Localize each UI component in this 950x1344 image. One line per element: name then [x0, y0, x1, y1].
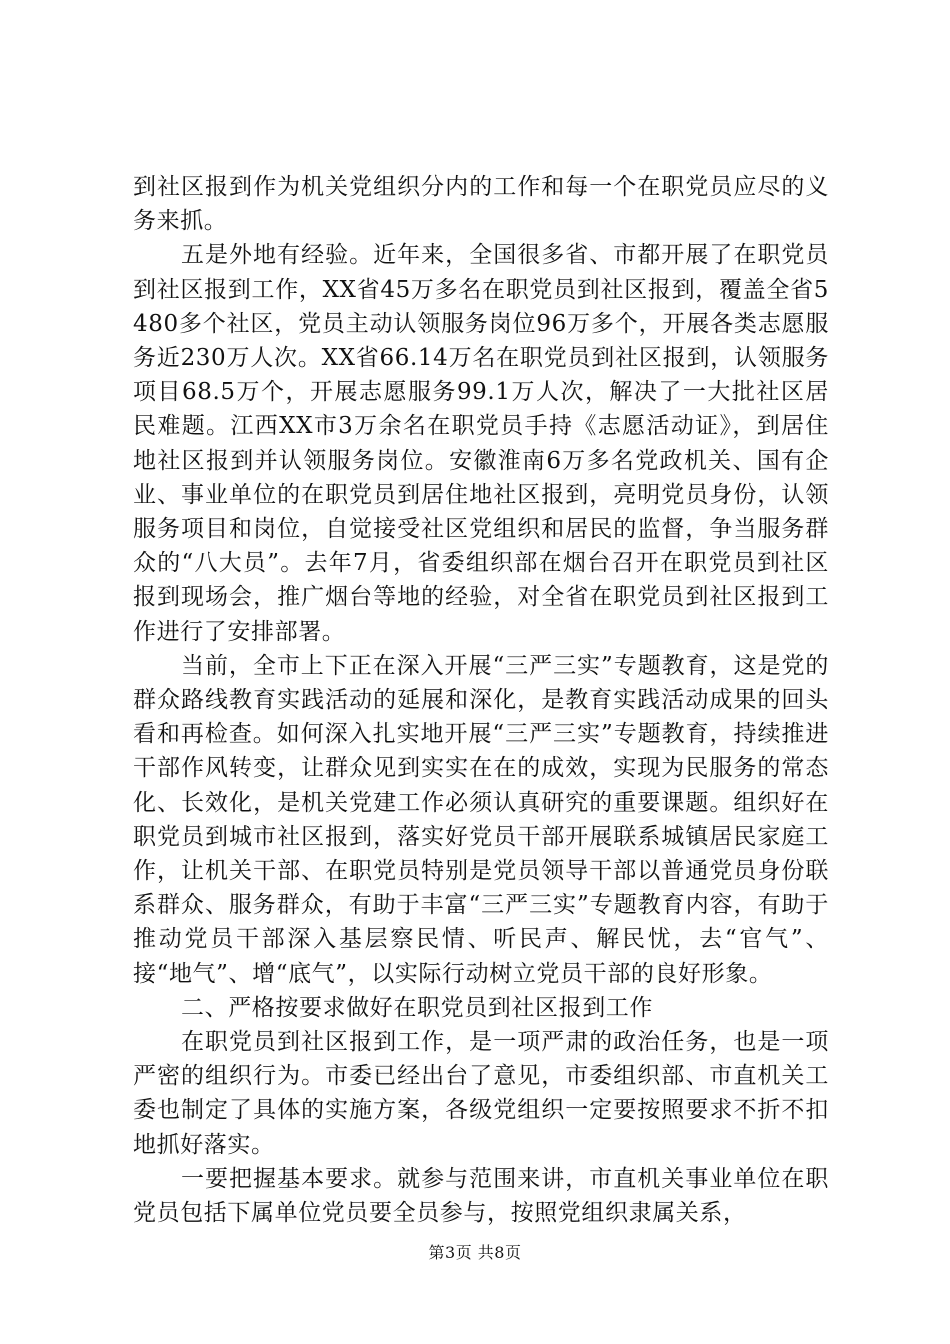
paragraph-4: 在职党员到社区报到工作，是一项严肃的政治任务，也是一项严密的组织行为。市委已经出台了意见，市委组织部、市直机关工委也制定了具体的实施方案，各级党组织一定要按照要求不折不扣地抓好落实。: [133, 1029, 829, 1158]
paragraph-3: 当前，全市上下正在深入开展“三严三实”专题教育，这是党的群众路线教育实践活动的延展和深化，是教育实践活动成果的回头看和再检查。如何深入扎实地开展“三严三实”专题教育，持续推进干部作风转变，让群众见到实实在在的成效，实现为民服务的常态化、长效化，是机关党建工作必须认真研究的重要课题。组织好在职党员到城市社区报到，落实好党员干部开展联系城镇居民家庭工作，让机关干部、在职党员特别是党员领导干部以普通党员身份联系群众、服务群众，有助于丰富“三严三实”专题教育内容，有助于推动党员干部深入基层察民情、听民声、解民忧，去“官气”、接“地气”、增“底气”，以实际行动树立党员干部的良好形象。: [133, 652, 829, 987]
paragraph-5: 一要把握基本要求。就参与范围来讲，市直机关事业单位在职党员包括下属单位党员要全员参与，按照党组织隶属关系，: [133, 1165, 829, 1227]
section-heading: 二、严格按要求做好在职党员到社区报到工作: [181, 994, 653, 1021]
paragraph-1: 到社区报到作为机关党组织分内的工作和每一个在职党员应尽的义务来抓。: [133, 174, 829, 235]
document-body: [133, 170, 829, 1230]
paragraph-2: 五是外地有经验。近年来，全国很多省、市都开展了在职党员到社区报到工作，XX省45万多名在职党员到社区报到，覆盖全省5480多个社区，党员主动认领服务岗位96万多个，开展各类志愿服务近230万人次。XX省66.14万名在职党员到社区报到，认领服务项目68.5万个，开展志愿服务99.1万人次，解决了一大批社区居民难题。江西XX市3万余名在职党员手持《志愿活动证》，到居住地社区报到并认领服务岗位。安徽淮南6万多名党政机关、国有企业、事业单位的在职党员到居住地社区报到，亮明党员身份，认领服务项目和岗位，自觉接受社区党组织和居民的监督，争当服务群众的“八大员”。去年7月，省委组织部在烟台召开在职党员到社区报到现场会，推广烟台等地的经验，对全省在职党员到社区报到工作进行了安排部署。: [133, 242, 829, 645]
page-footer: 第3页 共8页: [428, 1243, 522, 1262]
